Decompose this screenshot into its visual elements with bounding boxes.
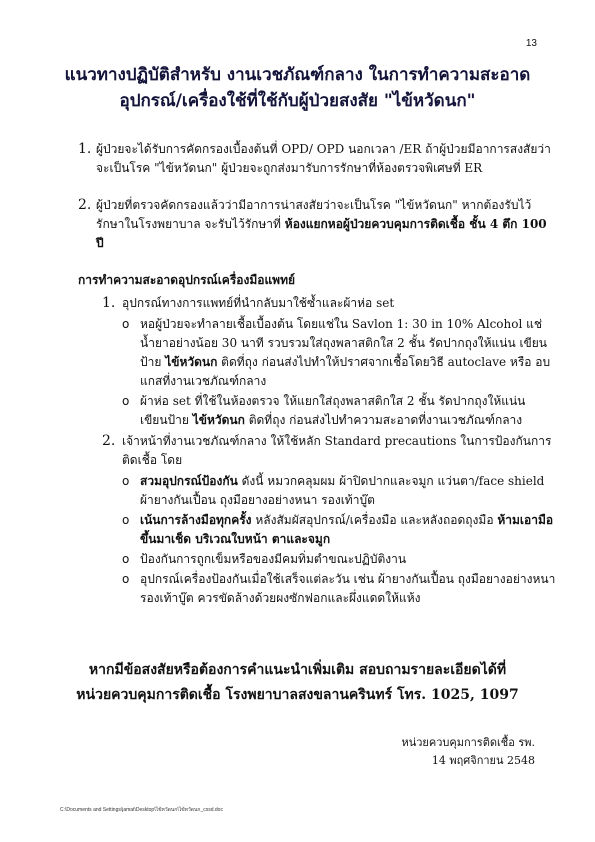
signature-date: 14 พฤศจิกายน 2548 bbox=[431, 754, 535, 767]
bullet-text bbox=[140, 570, 556, 608]
subsection-number: 2. bbox=[102, 433, 116, 449]
text-segment: ไข้หวัดนก bbox=[165, 355, 218, 369]
bullet-text bbox=[140, 472, 556, 510]
text-segment: ห้ามเอามือขึ้นมาเช็ด บริเวณใบหน้า ตาและจมูก bbox=[140, 513, 554, 546]
text-segment: ติดที่ถุง ก่อนส่งไปทำความสะอาดที่งานเวชภัณฑ์กลาง bbox=[244, 413, 523, 427]
text-segment: เจ้าหน้าที่งานเวชภัณฑ์กลาง ให้ใช้หลัก Standard precautions ในการป้องกันการติดเชื้อ โดย bbox=[122, 434, 552, 467]
text-segment: ไข้หวัดนก bbox=[192, 413, 245, 427]
bullet-text bbox=[140, 550, 556, 569]
title-line-2: อุปกรณ์/เครื่องใช้ที่ใช้กับผู้ป่วยสงสัย "ไข้หวัดนก" bbox=[119, 91, 476, 111]
text-segment: หอผู้ป่วยจะทำลายเชื้อเบื้องต้น โดยแช่ใน Savlon 1: 30 in 10% Alcohol แช่น้ำยาอย่างน้อย 30 นาที รวบรวมใส่ถุงพลาสติกใส 2 ชั้น รัดปากถุงให้แน่น เขียนป้าย bbox=[140, 317, 547, 369]
text-segment: ห้องแยกหอผู้ป่วยควบคุมการติดเชื้อ ชั้น 4 ตึก 100 ปี bbox=[96, 217, 547, 250]
bullet-list bbox=[102, 472, 556, 608]
item-text bbox=[96, 196, 556, 253]
subsection bbox=[78, 432, 556, 608]
signature-block bbox=[0, 734, 595, 770]
item-text bbox=[96, 140, 556, 178]
file-path-footer: C:\Documents and Settings\jamat\Desktop\ไข้หวัดนก\ไข้หวัดนก_cssd.doc bbox=[60, 807, 223, 813]
subsection-heading bbox=[102, 432, 556, 470]
item-number: 2. bbox=[78, 197, 92, 213]
text-segment: สวมอุปกรณ์ป้องกัน bbox=[140, 474, 238, 488]
bullet-marker: o bbox=[122, 552, 130, 566]
text-segment: ผ้าห่อ set ที่ใช้ในห้องตรวจ ให้แยกใส่ถุงพลาสติกใส 2 ชั้น รัดปากถุงให้แน่น เขียนป้าย bbox=[140, 394, 526, 427]
contact-line-2: หน่วยควบคุมการติดเชื้อ โรงพยาบาลสงขลานครินทร์ โทร. 1025, 1097 bbox=[76, 687, 519, 703]
bullet-marker: o bbox=[122, 317, 130, 331]
page-number: 13 bbox=[525, 38, 537, 49]
contact-line-1: หากมีข้อสงสัยหรือต้องการคำแนะนำเพิ่มเติม สอบถามรายละเอียดได้ที่ bbox=[88, 662, 507, 678]
subsection-number: 1. bbox=[102, 295, 116, 311]
subsection-heading bbox=[102, 294, 556, 313]
subsection-text bbox=[122, 294, 556, 313]
text-segment: หลังสัมผัสอุปกรณ์/เครื่องมือ และหลังถอดถุงมือ bbox=[251, 513, 498, 527]
section-heading: การทำความสะอาดอุปกรณ์เครื่องมือแพทย์ bbox=[78, 273, 296, 287]
text-segment: ดังนี้ หมวกคลุมผม ผ้าปิดปากและจมูก แว่นตา/face shield ผ้ายางกันเปื้อน ถุงมือยางอย่างหนา รองเท้าบู๊ต bbox=[140, 474, 545, 507]
text-segment: ผู้ป่วยที่ตรวจคัดกรองแล้วว่ามีอาการน่าสงสัยว่าจะเป็นโรค "ไข้หวัดนก" หากต้องรับไว้รักษาในโรงพยาบาล จะรับไว้รักษาที่ bbox=[96, 198, 532, 231]
bullet-text bbox=[140, 392, 556, 430]
bullet-marker: o bbox=[122, 394, 130, 408]
text-segment: ผู้ป่วยจะได้รับการคัดกรองเบื้องต้นที่ OPD/ OPD นอกเวลา /ER ถ้าผู้ป่วยมีอาการสงสัยว่าจะเป็นโรค "ไข้หวัดนก" ผู้ป่วยจะถูกส่งมารับการรักษาที่ห้องตรวจพิเศษที่ ER bbox=[96, 142, 551, 175]
bullet-marker: o bbox=[122, 513, 130, 527]
numbered-item bbox=[78, 196, 556, 253]
text-segment: อุปกรณ์เครื่องป้องกันเมื่อใช้เสร็จแต่ละวัน เช่น ผ้ายางกันเปื้อน ถุงมือยางอย่างหนา รองเท้าบู๊ต ควรขัดล้างด้วยผงซักฟอกและผึ่งแดดให้แห้ง bbox=[140, 572, 556, 605]
bullet-item bbox=[122, 570, 556, 608]
bullet-item bbox=[122, 550, 556, 569]
text-segment: ป้องกันการถูกเข็มหรือของมีคมทิ่มตำขณะปฏิบัติงาน bbox=[140, 552, 407, 566]
document-body bbox=[78, 140, 556, 608]
signature-unit: หน่วยควบคุมการติดเชื้อ รพ. bbox=[401, 736, 535, 749]
numbered-items bbox=[78, 140, 556, 253]
title-line-1: แนวทางปฏิบัติสำหรับ งานเวชภัณฑ์กลาง ในการทำความสะอาด bbox=[64, 65, 531, 85]
contact-info bbox=[0, 658, 595, 708]
item-number: 1. bbox=[78, 141, 92, 157]
bullet-item bbox=[122, 315, 556, 391]
bullet-text bbox=[140, 511, 556, 549]
bullet-list bbox=[102, 315, 556, 430]
text-segment: เน้นการล้างมือทุกครั้ง bbox=[140, 513, 252, 527]
bullet-text bbox=[140, 315, 556, 391]
numbered-item bbox=[78, 140, 556, 178]
bullet-marker: o bbox=[122, 572, 130, 586]
document-title bbox=[0, 0, 595, 114]
text-segment: อุปกรณ์ทางการแพทย์ที่นำกลับมาใช้ซ้ำและผ้าห่อ set bbox=[122, 296, 395, 310]
bullet-marker: o bbox=[122, 474, 130, 488]
subsections bbox=[78, 294, 556, 608]
text-segment: ติดที่ถุง ก่อนส่งไปทำให้ปราศจากเชื้อโดยวิธี autoclave หรือ อบแกสที่งานเวชภัณฑ์กลาง bbox=[140, 355, 551, 388]
bullet-item bbox=[122, 392, 556, 430]
bullet-item bbox=[122, 511, 556, 549]
bullet-item bbox=[122, 472, 556, 510]
subsection-text bbox=[122, 432, 556, 470]
subsection bbox=[78, 294, 556, 430]
